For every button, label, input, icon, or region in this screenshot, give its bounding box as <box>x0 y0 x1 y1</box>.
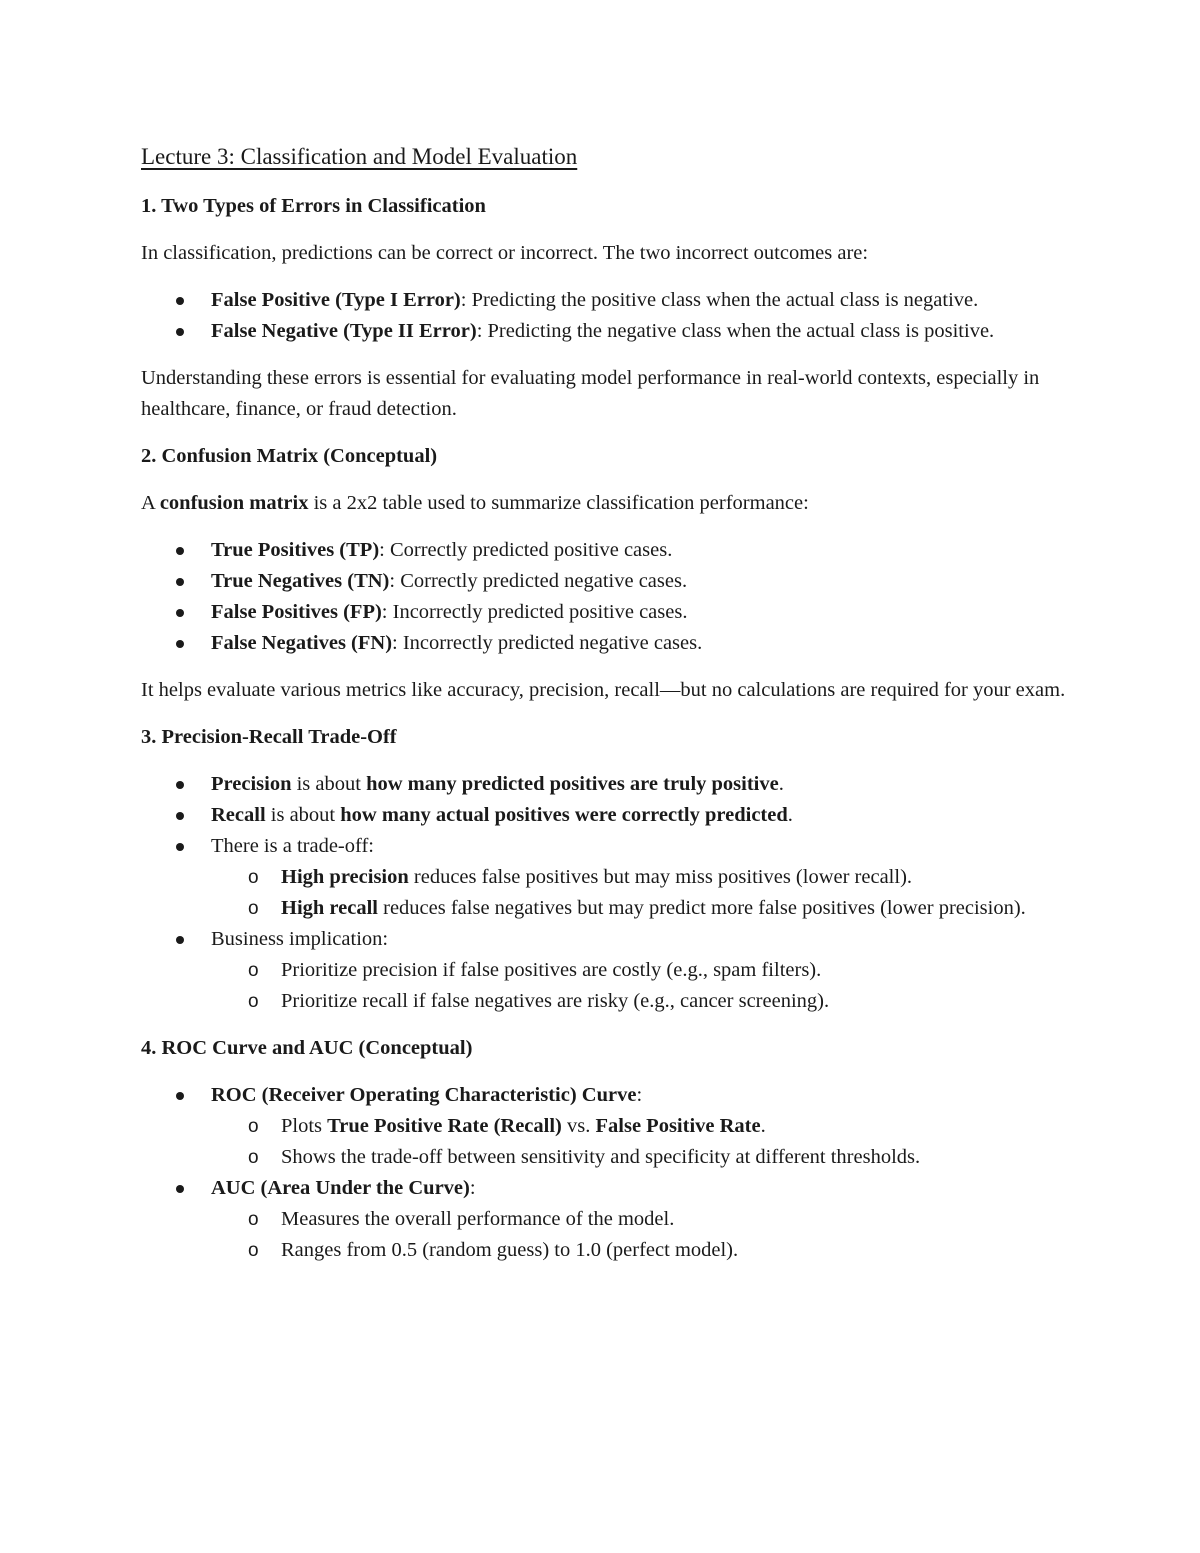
list-item-text: : Predicting the positive class when the actual class is negative. <box>460 289 979 311</box>
sub-item-text: Prioritize recall if false negatives are risky (e.g., cancer screening). <box>281 990 830 1012</box>
circle-bullet-icon: o <box>248 898 259 919</box>
list-item <box>141 628 1071 659</box>
page-title: Lecture 3: Classification and Model Evaluation <box>141 144 578 169</box>
sub-list-item <box>211 1235 1071 1266</box>
section-4-heading: 4. ROC Curve and AUC (Conceptual) <box>141 1037 473 1059</box>
list-item-text: : Predicting the negative class when the actual class is positive. <box>476 320 995 342</box>
list-item-term: Precision <box>211 773 292 795</box>
circle-bullet-icon: o <box>248 867 259 888</box>
list-item <box>141 566 1071 597</box>
list-item <box>141 831 1071 924</box>
list-item-text: : Correctly predicted positive cases. <box>379 539 673 561</box>
section-4-list <box>141 1080 1071 1266</box>
bullet-icon <box>176 328 184 336</box>
sub-item-text: reduces false negatives but may predict more false positives (lower precision). <box>378 897 1026 919</box>
bullet-icon <box>176 843 184 851</box>
circle-bullet-icon: o <box>248 1240 259 1261</box>
bullet-icon <box>176 781 184 789</box>
sub-list-item <box>211 1204 1071 1235</box>
sub-list-item <box>211 1111 1071 1142</box>
section-1-heading: 1. Two Types of Errors in Classification <box>141 195 486 217</box>
sub-item-text: vs. <box>561 1115 596 1137</box>
bullet-icon <box>176 609 184 617</box>
list-item-text: There is a trade-off: <box>211 835 374 857</box>
list-item-text: is about <box>265 804 341 826</box>
bullet-icon <box>176 640 184 648</box>
list-item-text: Business implication: <box>211 928 389 950</box>
circle-bullet-icon: o <box>248 991 259 1012</box>
sub-item-text: reduces false positives but may miss positives (lower recall). <box>408 866 913 888</box>
list-item-term: AUC (Area Under the Curve) <box>211 1177 470 1199</box>
list-item-term: ROC (Receiver Operating Characteristic) Curve <box>211 1084 637 1106</box>
document-page <box>141 138 1071 1282</box>
list-item <box>141 1080 1071 1173</box>
section-3-heading: 3. Precision-Recall Trade-Off <box>141 726 397 748</box>
list-item-term: False Positives (FP) <box>211 601 382 623</box>
sub-item-emphasis: True Positive Rate (Recall) <box>327 1115 562 1137</box>
list-item-emphasis: how many predicted positives are truly positive <box>366 773 779 795</box>
bullet-icon <box>176 547 184 555</box>
sub-item-text: Shows the trade-off between sensitivity and specificity at different thresholds. <box>281 1146 921 1168</box>
list-item-text: : Correctly predicted negative cases. <box>389 570 688 592</box>
section-2-list <box>141 535 1071 659</box>
list-item-text: is about <box>291 773 367 795</box>
sub-item-emphasis: False Positive Rate <box>595 1115 761 1137</box>
intro-text: A <box>141 492 160 514</box>
sub-item-text: Prioritize precision if false positives are costly (e.g., spam filters). <box>281 959 822 981</box>
list-item-term: False Positive (Type I Error) <box>211 289 461 311</box>
circle-bullet-icon: o <box>248 1116 259 1137</box>
list-item-text: : Incorrectly predicted negative cases. <box>392 632 703 654</box>
list-item <box>141 597 1071 628</box>
section-1-intro: In classification, predictions can be correct or incorrect. The two incorrect outcomes are: <box>141 242 869 264</box>
sub-item-text: Measures the overall performance of the model. <box>281 1208 675 1230</box>
list-item-emphasis: how many actual positives were correctly predicted <box>340 804 788 826</box>
bullet-icon <box>176 297 184 305</box>
bullet-icon <box>176 936 184 944</box>
section-2-outro: It helps evaluate various metrics like accuracy, precision, recall—but no calculations are required for your exam. <box>141 679 1066 701</box>
list-item-term: False Negative (Type II Error) <box>211 320 477 342</box>
tradeoff-sublist <box>211 862 1071 924</box>
sub-item-text: . <box>760 1115 766 1137</box>
section-2-heading: 2. Confusion Matrix (Conceptual) <box>141 445 438 467</box>
business-sublist <box>211 955 1071 1017</box>
bullet-icon <box>176 812 184 820</box>
list-item <box>141 1173 1071 1266</box>
list-item-text: : Incorrectly predicted positive cases. <box>381 601 688 623</box>
sub-list-item <box>211 955 1071 986</box>
section-1-list <box>141 285 1071 347</box>
bullet-icon <box>176 1092 184 1100</box>
section-1-outro: Understanding these errors is essential for evaluating model performance in real-world contexts, especially in healthcare, finance, or fraud detection. <box>141 367 1040 420</box>
sub-item-term: High recall <box>281 897 378 919</box>
sub-list-item <box>211 986 1071 1017</box>
list-item <box>141 285 1071 316</box>
circle-bullet-icon: o <box>248 1209 259 1230</box>
list-item <box>141 800 1071 831</box>
section-2-intro <box>141 488 1071 519</box>
circle-bullet-icon: o <box>248 1147 259 1168</box>
sub-list-item <box>211 862 1071 893</box>
sub-list-item <box>211 893 1071 924</box>
list-item-text: : <box>636 1084 643 1106</box>
list-item <box>141 535 1071 566</box>
roc-sublist <box>211 1111 1071 1173</box>
circle-bullet-icon: o <box>248 960 259 981</box>
list-item-term: False Negatives (FN) <box>211 632 393 654</box>
list-item-term: Recall <box>211 804 266 826</box>
auc-sublist <box>211 1204 1071 1266</box>
section-3-list <box>141 769 1071 1017</box>
bullet-icon <box>176 578 184 586</box>
sub-list-item <box>211 1142 1071 1173</box>
sub-item-text: Plots <box>281 1115 328 1137</box>
intro-term: confusion matrix <box>159 492 309 514</box>
list-item-text: . <box>787 804 793 826</box>
list-item <box>141 316 1071 347</box>
intro-text: is a 2x2 table used to summarize classification performance: <box>308 492 809 514</box>
sub-item-text: Ranges from 0.5 (random guess) to 1.0 (perfect model). <box>281 1239 739 1261</box>
list-item <box>141 924 1071 1017</box>
list-item-term: True Negatives (TN) <box>211 570 390 592</box>
sub-item-term: High precision <box>281 866 409 888</box>
list-item-term: True Positives (TP) <box>211 539 380 561</box>
bullet-icon <box>176 1185 184 1193</box>
list-item <box>141 769 1071 800</box>
list-item-text: . <box>778 773 784 795</box>
list-item-text: : <box>469 1177 476 1199</box>
